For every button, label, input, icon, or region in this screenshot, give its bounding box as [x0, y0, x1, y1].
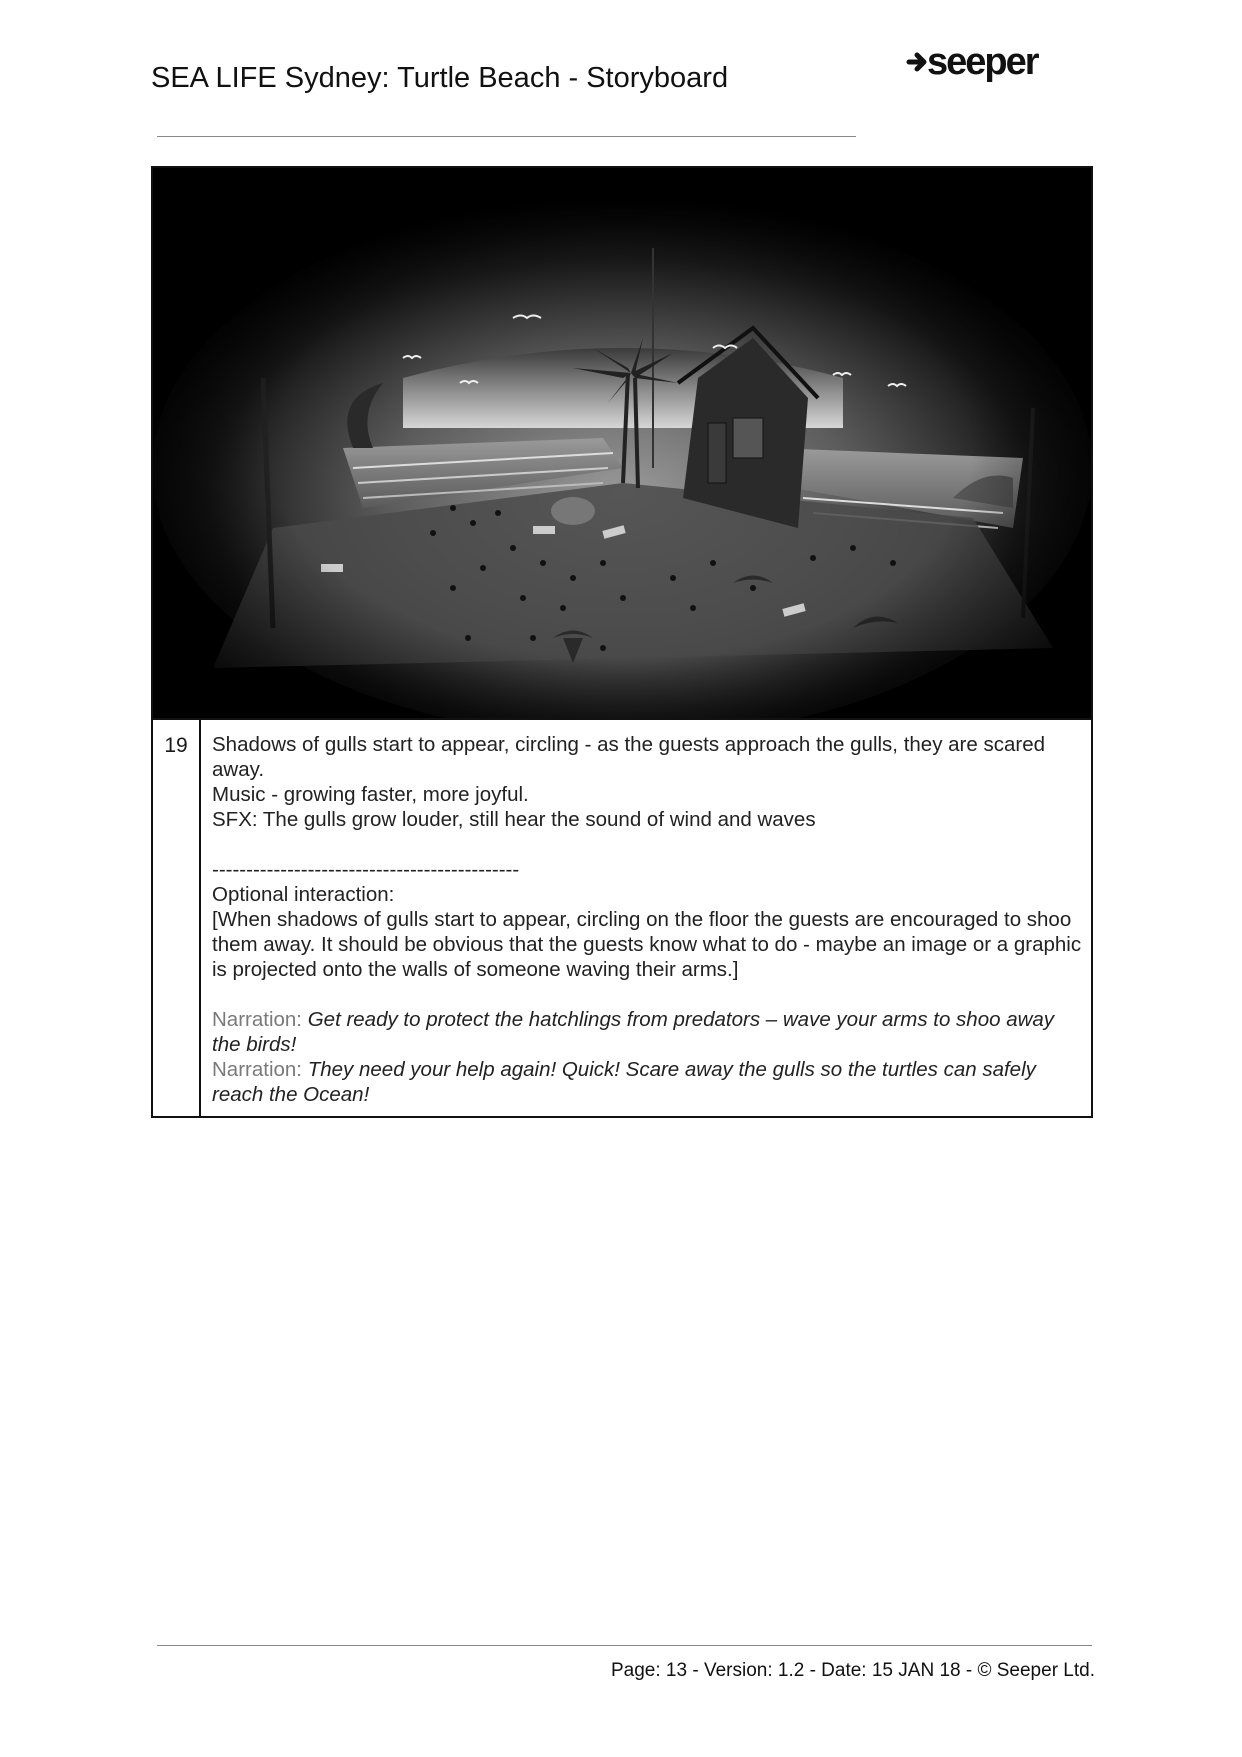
storyboard-panel [151, 166, 1093, 1118]
narration-text: Get ready to protect the hatchlings from predators – wave your arms to shoo away the birds! [212, 1008, 1055, 1056]
seeper-logo [905, 40, 1070, 88]
shot-number: 19 [153, 720, 201, 1116]
narration-1 [212, 1007, 1082, 1057]
narration-label: Narration: [212, 1058, 303, 1081]
shot-description [212, 732, 1082, 1107]
music-line: Music - growing faster, more joyful. [212, 783, 529, 806]
sfx-line: SFX: The gulls grow louder, still hear the sound of wind and waves [212, 808, 816, 831]
action-line: Shadows of gulls start to appear, circling - as the guests approach the gulls, they are scared away. [212, 733, 1045, 781]
shot-row [153, 718, 1091, 1116]
storyboard-frame [153, 168, 1091, 718]
narration-label: Narration: [212, 1008, 303, 1031]
dashed-divider: --------------------------------------------- [212, 858, 520, 881]
narration-text: They need your help again! Quick! Scare away the gulls so the turtles can safely reach the Ocean! [212, 1058, 1036, 1106]
beach-scene-sketch-icon [153, 168, 1091, 718]
narration-2 [212, 1057, 1082, 1107]
page-footer: Page: 13 - Version: 1.2 - Date: 15 JAN 18 - © Seeper Ltd. [611, 1660, 1095, 1681]
svg-text:seeper: seeper [927, 41, 1038, 83]
document-title: SEA LIFE Sydney: Turtle Beach - Storyboard [151, 62, 729, 94]
header-divider [157, 136, 856, 137]
footer-divider [157, 1645, 1092, 1646]
optional-interaction-text: [When shadows of gulls start to appear, circling on the floor the guests are encouraged to shoo them away. It should be obvious that the guests know what to do - maybe an image or a graphic is projected onto the walls of someone waving their arms.] [212, 908, 1082, 981]
optional-interaction-heading: Optional interaction: [212, 883, 395, 906]
